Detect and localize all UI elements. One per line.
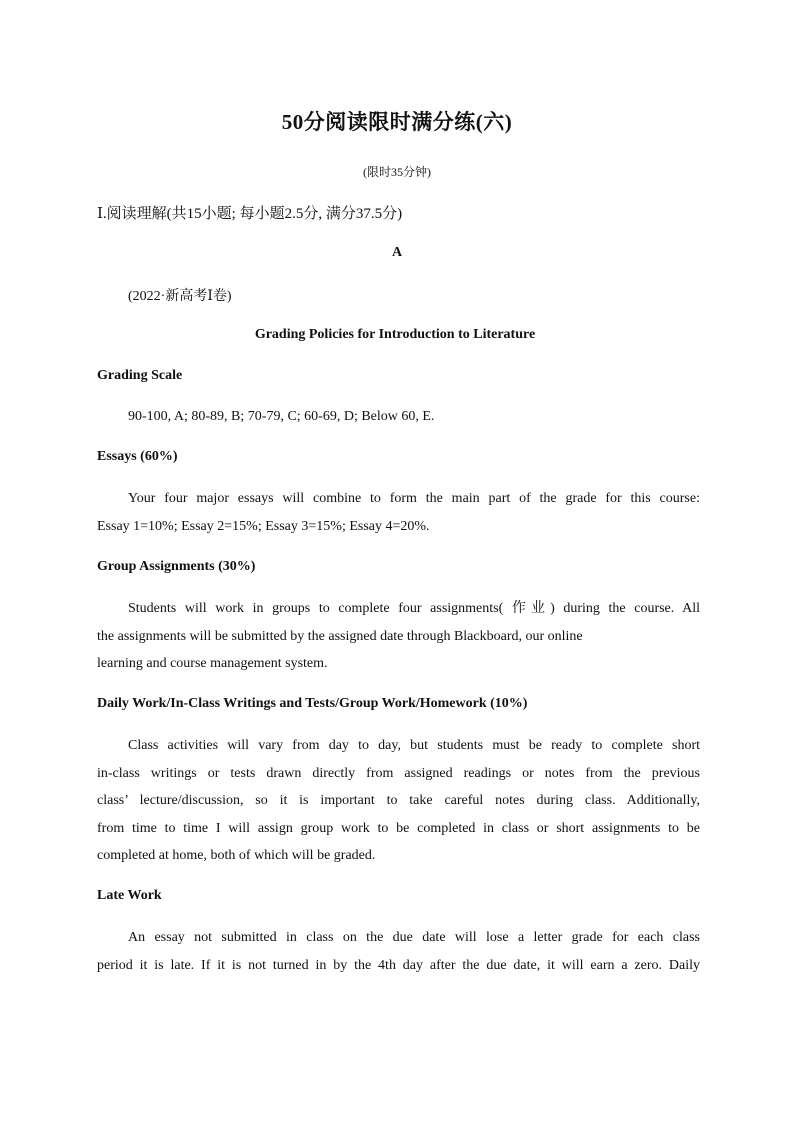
passage-source: (2022·新高考Ⅰ卷) [128, 289, 232, 304]
paragraph-line: in-class writings or tests drawn directly from assigned readings or notes from the previous [97, 765, 700, 781]
paragraph-line: class’ lecture/discussion, so it is important to take careful notes during class. Additionally, [97, 793, 700, 808]
passage-title: Grading Policies for Introduction to Literature [254, 327, 536, 342]
paragraph-line: period it is late. If it is not turned in by the 4th day after the due date, it will earn a zero. Daily [97, 957, 700, 973]
group-assignments-heading: Group Assignments (30%) [97, 559, 256, 574]
paragraph-line: completed at home, both of which will be graded. [97, 848, 376, 863]
page-title: 50分阅读限时满分练(六) [281, 110, 513, 134]
grading-scale-heading: Grading Scale [97, 368, 183, 383]
paragraph-line: Class activities will vary from day to day, but students must be ready to complete short [128, 738, 700, 753]
paragraph-line: Your four major essays will combine to form the main part of the grade for this course: [128, 491, 700, 506]
time-limit: (限时35分钟) [363, 165, 431, 179]
paragraph-line: Essay 1=10%; Essay 2=15%; Essay 3=15%; Essay 4=20%. [97, 518, 430, 534]
daily-work-heading: Daily Work/In-Class Writings and Tests/Group Work/Homework (10%) [97, 696, 528, 711]
section-heading: Ⅰ.阅读理解(共15小题; 每小题2.5分, 满分37.5分) [97, 206, 403, 222]
paragraph-line: An essay not submitted in class on the due date will lose a letter grade for each class [128, 930, 700, 945]
paragraph-line: the assignments will be submitted by the assigned date through Blackboard, our online [97, 628, 583, 644]
paragraph-line: Students will work in groups to complete four assignments( 作业) during the course. All [128, 601, 700, 616]
essays-paragraph [97, 485, 700, 540]
essays-heading: Essays (60%) [97, 449, 178, 464]
paragraph-line: 90-100, A; 80-89, B; 70-79, C; 60-69, D; Below 60, E. [128, 409, 435, 424]
group-assignments-paragraph [97, 595, 700, 678]
paragraph-line: learning and course management system. [97, 656, 328, 671]
late-work-paragraph [97, 924, 700, 979]
paragraph-line: from time to time I will assign group work to be completed in class or short assignments to be [97, 820, 700, 836]
late-work-heading: Late Work [97, 888, 162, 903]
part-letter: A [391, 245, 403, 260]
daily-work-paragraph [97, 732, 700, 870]
grading-scale-paragraph [97, 403, 700, 431]
